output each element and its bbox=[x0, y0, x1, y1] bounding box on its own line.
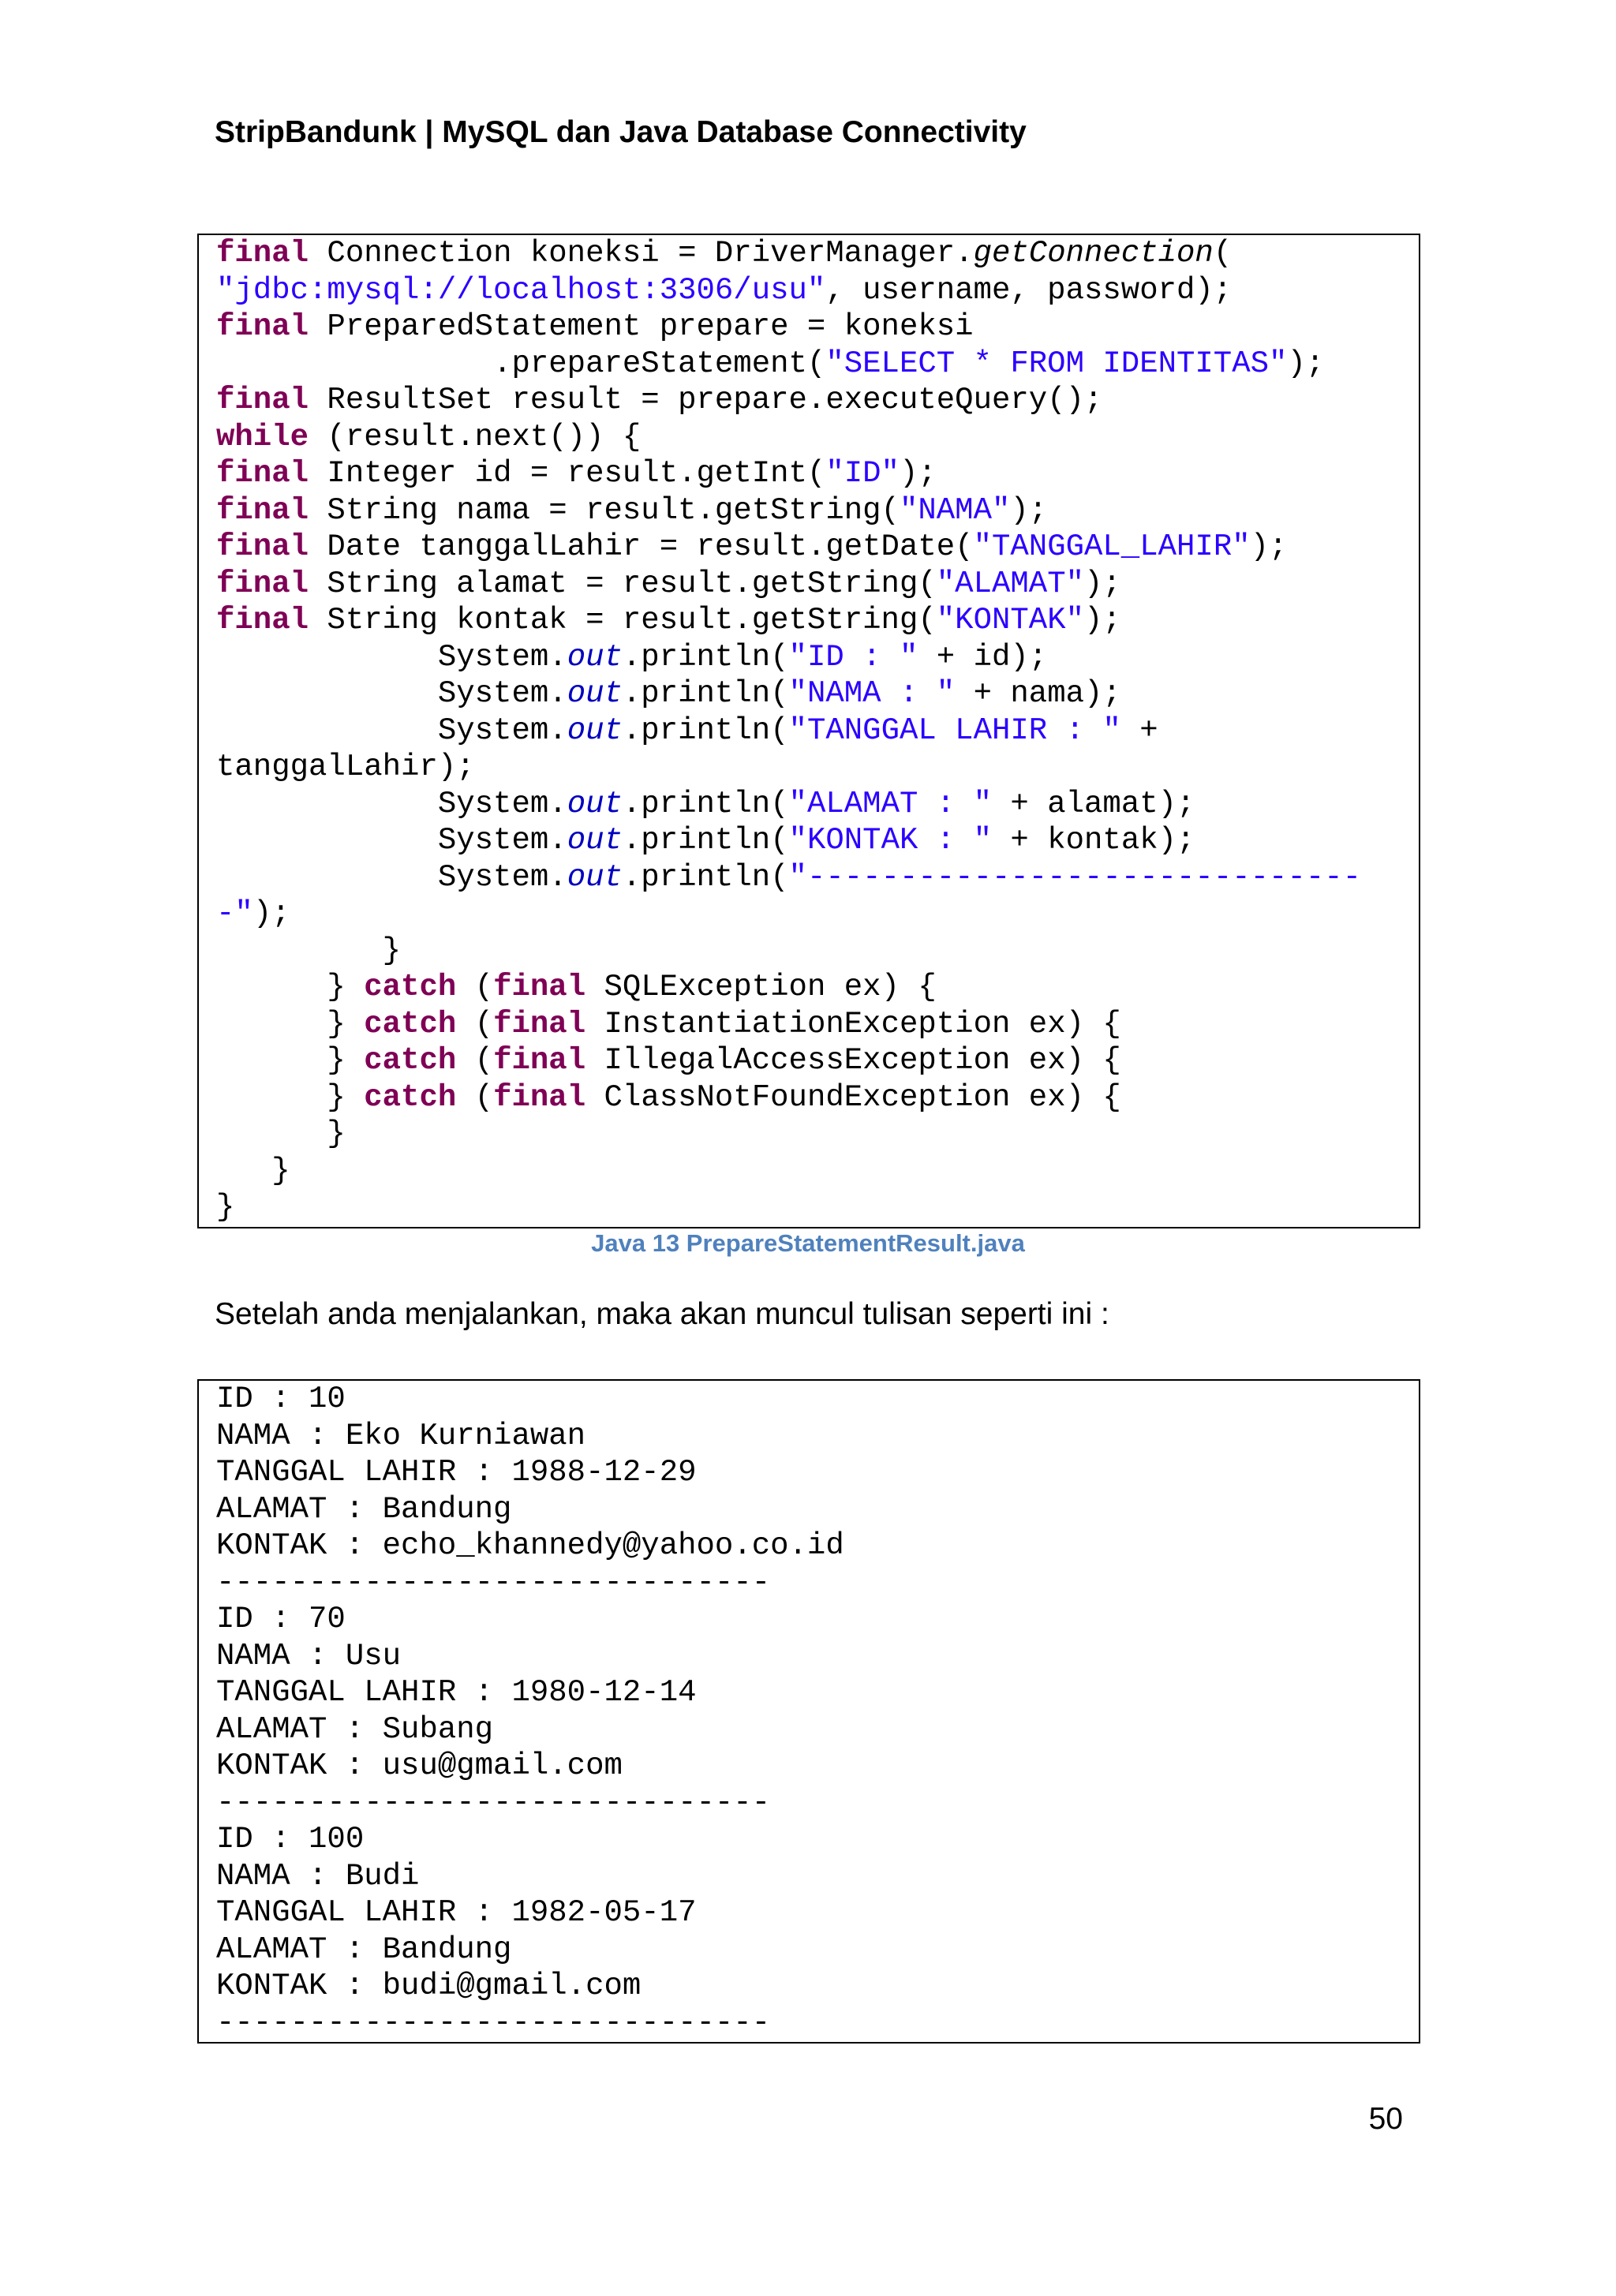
code-line bbox=[216, 639, 1361, 676]
output-line: ALAMAT : Bandung bbox=[216, 1931, 512, 1967]
code-token: "SELECT * FROM IDENTITAS" bbox=[825, 346, 1288, 381]
output-line: TANGGAL LAHIR : 1988-12-29 bbox=[216, 1455, 697, 1490]
code-token: Date tanggalLahir = result.getDate( bbox=[309, 529, 974, 564]
code-token: System. bbox=[216, 786, 567, 821]
output-line: KONTAK : budi@gmail.com bbox=[216, 1969, 642, 2003]
code-token: final bbox=[216, 456, 309, 491]
output-line: TANGGAL LAHIR : 1980-12-14 bbox=[216, 1675, 697, 1710]
code-token: String kontak = result.getString( bbox=[309, 603, 937, 638]
code-token: ); bbox=[899, 456, 937, 491]
code-line bbox=[216, 859, 1361, 896]
code-token: ( bbox=[456, 1006, 494, 1041]
code-token: "KONTAK : " bbox=[788, 823, 992, 858]
code-token: ); bbox=[252, 896, 290, 931]
code-token: } bbox=[216, 1079, 365, 1115]
code-token: ( bbox=[456, 970, 494, 1004]
output-line: ALAMAT : Subang bbox=[216, 1711, 494, 1747]
code-token: .println( bbox=[622, 859, 789, 895]
code-token: "KONTAK" bbox=[936, 603, 1084, 638]
code-token: final bbox=[493, 1043, 586, 1078]
code-token: } bbox=[216, 1190, 235, 1225]
code-line bbox=[216, 235, 1361, 272]
output-line: ID : 10 bbox=[216, 1382, 346, 1416]
code-line bbox=[216, 346, 1361, 383]
code-token: final bbox=[216, 603, 309, 638]
code-line bbox=[216, 896, 1361, 933]
code-token: ); bbox=[1250, 529, 1288, 564]
output-line: ------------------------------ bbox=[216, 1565, 771, 1600]
code-token: } bbox=[216, 933, 402, 968]
code-token: ( bbox=[1213, 236, 1233, 271]
code-line bbox=[216, 1153, 1361, 1190]
code-token: catch bbox=[364, 1043, 457, 1078]
code-token: final bbox=[216, 529, 309, 564]
output-line: TANGGAL LAHIR : 1982-05-17 bbox=[216, 1895, 697, 1930]
code-token: ); bbox=[1010, 492, 1048, 528]
code-token: System. bbox=[216, 639, 567, 675]
code-line bbox=[216, 1006, 1361, 1043]
code-token: + nama); bbox=[955, 676, 1121, 711]
code-line bbox=[216, 675, 1361, 712]
code-line bbox=[216, 272, 1361, 309]
code-token: } bbox=[216, 1006, 365, 1041]
code-token: out bbox=[567, 639, 623, 675]
code-token: .println( bbox=[622, 712, 789, 748]
code-token: catch bbox=[364, 970, 457, 1004]
code-token: "jdbc:mysql://localhost:3306/usu" bbox=[216, 272, 826, 308]
code-token: } bbox=[216, 1043, 365, 1078]
code-token: ); bbox=[1287, 346, 1325, 381]
output-line: NAMA : Eko Kurniawan bbox=[216, 1418, 586, 1453]
code-token: "NAMA" bbox=[899, 492, 1011, 528]
code-line bbox=[216, 933, 1361, 970]
code-line bbox=[216, 529, 1361, 566]
code-token: "NAMA : " bbox=[788, 676, 956, 711]
code-token: } bbox=[216, 1116, 346, 1151]
code-token: .println( bbox=[622, 786, 789, 821]
output-line: ID : 100 bbox=[216, 1822, 365, 1857]
output-line: ID : 70 bbox=[216, 1602, 346, 1636]
code-line bbox=[216, 1079, 1361, 1116]
output-line: ------------------------------ bbox=[216, 1785, 771, 1820]
code-token: "------------------------------ bbox=[788, 859, 1362, 895]
code-token: } bbox=[216, 1153, 290, 1188]
code-token: ( bbox=[456, 1043, 494, 1078]
code-token: , username, password); bbox=[825, 272, 1233, 308]
code-token: .prepareStatement( bbox=[216, 346, 826, 381]
code-token: + id); bbox=[918, 639, 1048, 675]
code-listing-box bbox=[197, 234, 1420, 1228]
code-token: ); bbox=[1084, 603, 1121, 638]
code-token: } bbox=[216, 970, 365, 1004]
code-caption: Java 13 PrepareStatementResult.java bbox=[591, 1229, 1025, 1257]
code-token: ClassNotFoundException ex) { bbox=[585, 1079, 1121, 1115]
code-token: tanggalLahir); bbox=[216, 750, 475, 784]
code-line bbox=[216, 309, 1361, 346]
code-token: IllegalAccessException ex) { bbox=[585, 1043, 1121, 1078]
output-line: NAMA : Usu bbox=[216, 1638, 402, 1673]
code-token: final bbox=[216, 236, 309, 271]
code-token: + alamat); bbox=[992, 786, 1195, 821]
code-token: out bbox=[567, 712, 623, 748]
code-token: .println( bbox=[622, 676, 789, 711]
code-line bbox=[216, 382, 1361, 419]
code-token: InstantiationException ex) { bbox=[585, 1006, 1121, 1041]
code-line bbox=[216, 1116, 1361, 1153]
code-token: .println( bbox=[622, 823, 789, 858]
code-token: System. bbox=[216, 676, 567, 711]
code-token: String alamat = result.getString( bbox=[309, 566, 937, 601]
code-line bbox=[216, 492, 1361, 529]
code-token: System. bbox=[216, 712, 567, 748]
code-token: String nama = result.getString( bbox=[309, 492, 900, 528]
code-line bbox=[216, 419, 1361, 456]
code-token: "ID : " bbox=[788, 639, 918, 675]
code-line bbox=[216, 455, 1361, 492]
code-token: + bbox=[1120, 712, 1158, 748]
code-line bbox=[216, 786, 1361, 823]
code-token: ResultSet result = prepare.executeQuery(); bbox=[309, 383, 1103, 417]
console-output bbox=[216, 1381, 844, 2041]
code-token: "ALAMAT" bbox=[936, 566, 1084, 601]
output-line: KONTAK : usu@gmail.com bbox=[216, 1748, 623, 1783]
code-token: while bbox=[216, 419, 309, 454]
console-output-box bbox=[197, 1379, 1420, 2044]
code-token: "ALAMAT : " bbox=[788, 786, 992, 821]
code-listing bbox=[216, 235, 1361, 1226]
code-line bbox=[216, 602, 1361, 639]
code-token: "TANGGAL LAHIR : " bbox=[788, 712, 1121, 748]
code-token: + kontak); bbox=[992, 823, 1195, 858]
code-token: out bbox=[567, 676, 623, 711]
code-token: final bbox=[216, 566, 309, 601]
code-token: final bbox=[216, 383, 309, 417]
code-token: final bbox=[493, 970, 586, 1004]
code-token: "TANGGAL_LAHIR" bbox=[973, 529, 1251, 564]
code-token: (result.next()) { bbox=[309, 419, 642, 454]
code-token: System. bbox=[216, 823, 567, 858]
body-paragraph: Setelah anda menjalankan, maka akan muncul tulisan seperti ini : bbox=[215, 1297, 1109, 1331]
output-line: NAMA : Budi bbox=[216, 1858, 420, 1894]
code-token: .println( bbox=[622, 639, 789, 675]
code-token: System. bbox=[216, 859, 567, 895]
code-token: catch bbox=[364, 1079, 457, 1115]
code-line bbox=[216, 969, 1361, 1006]
code-token: Connection koneksi = DriverManager. bbox=[309, 236, 974, 271]
code-token: ( bbox=[456, 1079, 494, 1115]
code-line bbox=[216, 1189, 1361, 1226]
code-token: Integer id = result.getInt( bbox=[309, 456, 826, 491]
output-line: KONTAK : echo_khannedy@yahoo.co.id bbox=[216, 1528, 844, 1563]
code-token: final bbox=[493, 1079, 586, 1115]
code-line bbox=[216, 1042, 1361, 1079]
code-line bbox=[216, 712, 1361, 750]
code-line bbox=[216, 749, 1361, 786]
code-token: catch bbox=[364, 1006, 457, 1041]
code-token: out bbox=[567, 786, 623, 821]
page-header-title: StripBandunk | MySQL dan Java Database Connectivity bbox=[215, 115, 1027, 149]
code-token: out bbox=[567, 823, 623, 858]
code-token: ); bbox=[1084, 566, 1121, 601]
code-token: "ID" bbox=[825, 456, 900, 491]
output-line: ------------------------------ bbox=[216, 2005, 771, 2040]
code-token: final bbox=[216, 309, 309, 344]
page-number: 50 bbox=[1368, 2102, 1403, 2136]
code-token: final bbox=[493, 1006, 586, 1041]
code-token: PreparedStatement prepare = koneksi bbox=[309, 309, 974, 344]
output-line: ALAMAT : Bandung bbox=[216, 1491, 512, 1527]
code-line bbox=[216, 822, 1361, 859]
code-line bbox=[216, 566, 1361, 603]
code-token: getConnection bbox=[973, 236, 1214, 271]
code-token: -" bbox=[216, 896, 253, 931]
code-token: final bbox=[216, 492, 309, 528]
code-token: out bbox=[567, 859, 623, 895]
code-token: SQLException ex) { bbox=[585, 970, 937, 1004]
